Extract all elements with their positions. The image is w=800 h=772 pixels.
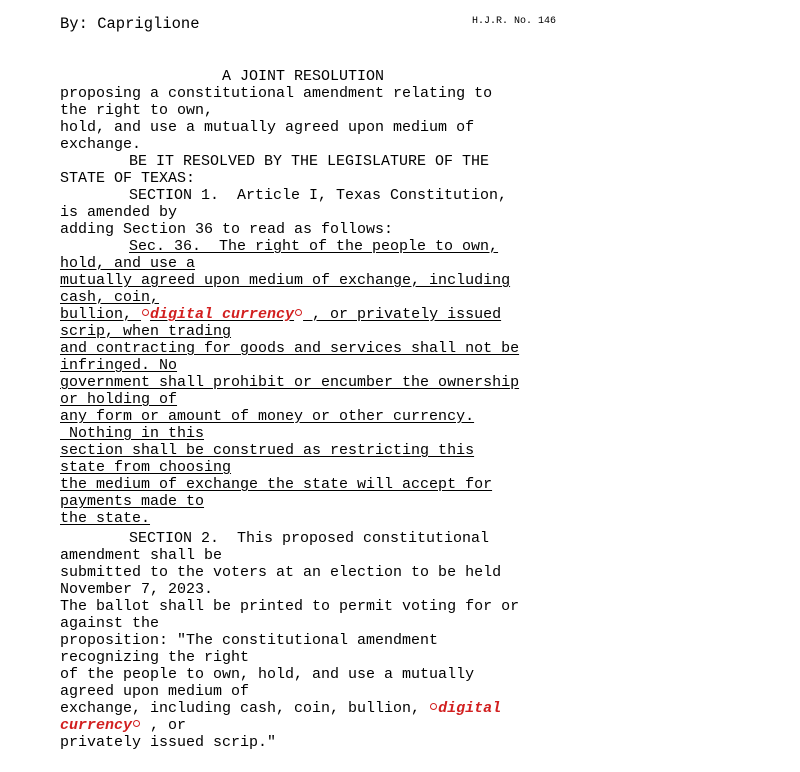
amendment-text-line: or holding of <box>60 391 178 408</box>
inserted-text-digital: digital <box>438 700 502 717</box>
section-2-line: against the <box>60 615 160 632</box>
amendment-text-line: the medium of exchange the state will accept for <box>60 476 493 493</box>
amendment-text-segment: bullion, <box>60 306 142 323</box>
section-2-line: of the people to own, hold, and use a mutually <box>60 666 475 683</box>
caption-line: exchange. <box>60 136 142 153</box>
amendment-text-line: and contracting for goods and services shall not be <box>60 340 520 357</box>
ballot-text-segment: , or <box>141 717 187 734</box>
section-2-line: proposition: "The constitutional amendment <box>60 632 439 649</box>
amendment-text-line: hold, and use a <box>60 255 196 272</box>
amendment-text-line: any form or amount of money or other currency. <box>60 408 475 425</box>
section-1-line: is amended by <box>60 204 178 221</box>
bill-number: H.J.R. No. 146 <box>472 16 557 27</box>
section-1-line: adding Section 36 to read as follows: <box>60 221 394 238</box>
amendment-text-line: scrip, when trading <box>60 323 232 340</box>
amendment-text-line: Sec. 36. The right of the people to own, <box>129 238 499 255</box>
amendment-text-line: cash, coin, <box>60 289 160 306</box>
section-2-line <box>60 700 501 717</box>
section-2-line: agreed upon medium of <box>60 683 250 700</box>
amendment-text-line: state from choosing <box>60 459 232 476</box>
ballot-text-segment: exchange, including cash, coin, bullion, <box>60 700 430 717</box>
resolution-title: A JOINT RESOLUTION <box>222 68 385 85</box>
section-2-line: amendment shall be <box>60 547 223 564</box>
amendment-text-line: mutually agreed upon medium of exchange, including <box>60 272 511 289</box>
insertion-mark-icon <box>142 309 149 316</box>
caption-line: hold, and use a mutually agreed upon medium of <box>60 119 475 136</box>
amendment-text-line: section shall be construed as restricting this <box>60 442 475 459</box>
section-2-line: recognizing the right <box>60 649 250 666</box>
amendment-text-line: the state. <box>60 510 151 527</box>
section-2-line: SECTION 2. This proposed constitutional <box>129 530 490 547</box>
author-line: By: Capriglione <box>60 15 200 33</box>
insertion-mark-icon <box>430 703 437 710</box>
amendment-text-line: government shall prohibit or encumber the ownership <box>60 374 520 391</box>
insertion-mark-icon <box>133 720 140 727</box>
section-2-line: November 7, 2023. <box>60 581 214 598</box>
amendment-text-segment: , or privately issued <box>303 306 502 323</box>
amendment-text-line: Nothing in this <box>60 425 205 442</box>
section-2-line <box>60 717 186 734</box>
amendment-text-line: infringed. No <box>60 357 178 374</box>
section-2-line: privately issued scrip." <box>60 734 277 751</box>
caption-line: proposing a constitutional amendment relating to <box>60 85 493 102</box>
insertion-mark-icon <box>295 309 302 316</box>
enacting-clause-line: STATE OF TEXAS: <box>60 170 196 187</box>
amendment-text-line: payments made to <box>60 493 205 510</box>
enacting-clause-line: BE IT RESOLVED BY THE LEGISLATURE OF THE <box>129 153 490 170</box>
section-2-line: The ballot shall be printed to permit voting for or <box>60 598 520 615</box>
inserted-text-currency: currency <box>60 717 133 734</box>
inserted-text-digital-currency: digital currency <box>150 306 295 323</box>
section-2-line: submitted to the voters at an election to be held <box>60 564 502 581</box>
section-1-line: SECTION 1. Article I, Texas Constitution, <box>129 187 508 204</box>
amendment-text-line <box>60 306 501 323</box>
caption-line: the right to own, <box>60 102 214 119</box>
